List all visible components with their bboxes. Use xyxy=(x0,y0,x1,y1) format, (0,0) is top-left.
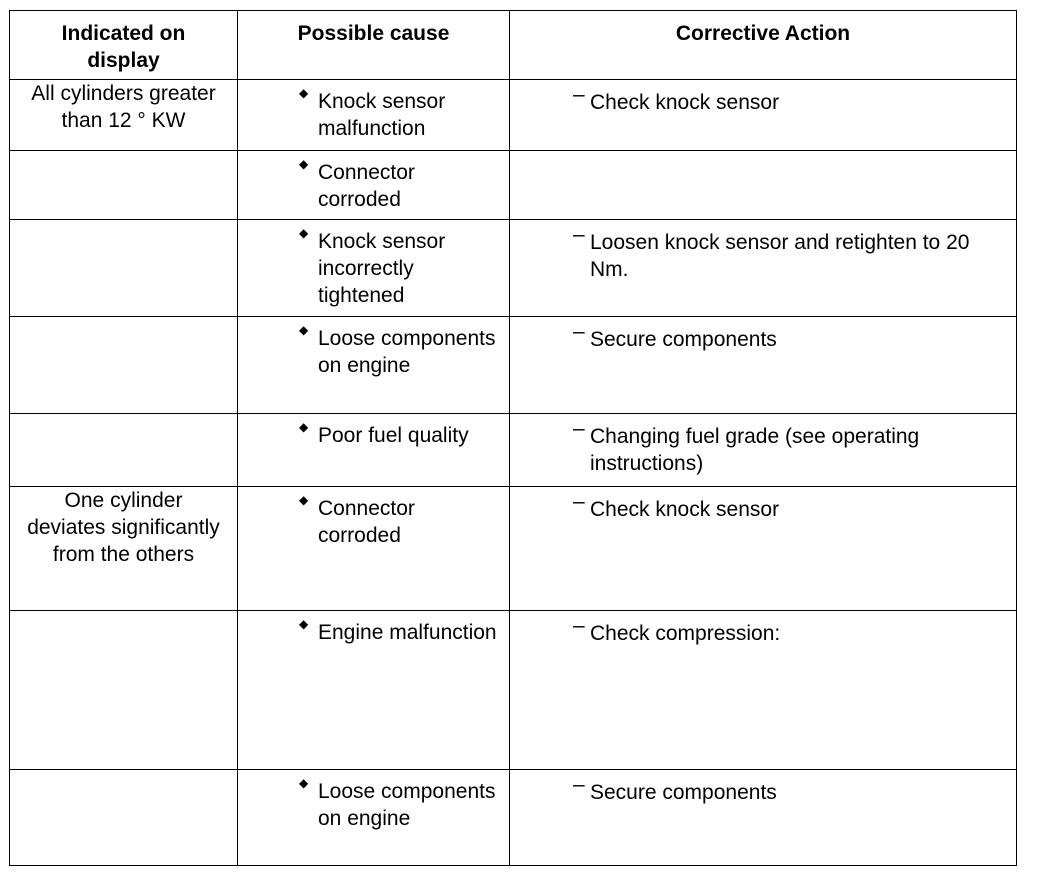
table-row xyxy=(10,414,1017,487)
dash-bullet-icon: – xyxy=(573,83,585,106)
diamond-bullet-icon: ◆ xyxy=(299,617,309,631)
table-row xyxy=(10,80,1017,151)
display-cell: All cylinders greater than 12 ° KW xyxy=(10,80,238,151)
display-cell xyxy=(10,770,238,866)
table-row xyxy=(10,487,1017,611)
cause-text: Loose components on engine xyxy=(318,327,496,377)
cause-cell xyxy=(238,317,510,414)
dash-bullet-icon: – xyxy=(573,223,585,246)
display-cell xyxy=(10,220,238,317)
table-row xyxy=(10,317,1017,414)
table-row xyxy=(10,220,1017,317)
display-cell: One cylinder deviates significantly from the others xyxy=(10,487,238,611)
diagnosis-table xyxy=(9,10,1017,866)
action-cell xyxy=(510,414,1017,487)
dash-bullet-icon: – xyxy=(573,320,585,343)
table-row xyxy=(10,770,1017,866)
header-indicated-on-display: Indicated on display xyxy=(10,11,238,80)
cause-cell xyxy=(238,151,510,220)
action-cell xyxy=(510,487,1017,611)
action-text: Loosen knock sensor and retighten to 20 Nm. xyxy=(590,231,970,281)
cause-text: Connector corroded xyxy=(318,497,415,547)
dash-bullet-icon: – xyxy=(573,773,585,796)
action-cell xyxy=(510,317,1017,414)
dash-bullet-icon: – xyxy=(573,614,585,637)
diamond-bullet-icon: ◆ xyxy=(299,493,309,507)
table-row xyxy=(10,151,1017,220)
cause-cell xyxy=(238,220,510,317)
cause-cell xyxy=(238,414,510,487)
display-cell xyxy=(10,151,238,220)
cause-cell xyxy=(238,770,510,866)
diamond-bullet-icon: ◆ xyxy=(299,86,309,100)
action-text: Check compression: xyxy=(590,622,781,645)
cause-text: Knock sensor incorrectly tightened xyxy=(318,230,446,307)
cause-text: Engine malfunction xyxy=(318,621,497,644)
diamond-bullet-icon: ◆ xyxy=(299,420,309,434)
cause-text: Poor fuel quality xyxy=(318,424,469,447)
action-cell xyxy=(510,151,1017,220)
action-cell xyxy=(510,611,1017,770)
action-text: Changing fuel grade (see operating instructions) xyxy=(590,425,920,475)
cause-text: Connector corroded xyxy=(318,161,415,211)
header-possible-cause: Possible cause xyxy=(238,11,510,80)
action-text: Check knock sensor xyxy=(590,498,780,521)
action-text: Check knock sensor xyxy=(590,91,780,114)
display-cell xyxy=(10,611,238,770)
cause-cell xyxy=(238,611,510,770)
cause-text: Knock sensor malfunction xyxy=(318,90,446,140)
header-row xyxy=(10,11,1017,80)
action-cell xyxy=(510,220,1017,317)
table-row xyxy=(10,611,1017,770)
cause-cell xyxy=(238,80,510,151)
diamond-bullet-icon: ◆ xyxy=(299,323,309,337)
action-cell xyxy=(510,80,1017,151)
action-text: Secure components xyxy=(590,781,777,804)
dash-bullet-icon: – xyxy=(573,417,585,440)
dash-bullet-icon: – xyxy=(573,490,585,513)
action-text: Secure components xyxy=(590,328,777,351)
diamond-bullet-icon: ◆ xyxy=(299,226,309,240)
display-cell xyxy=(10,317,238,414)
diamond-bullet-icon: ◆ xyxy=(299,776,309,790)
header-corrective-action: Corrective Action xyxy=(510,11,1017,80)
display-cell xyxy=(10,414,238,487)
action-cell xyxy=(510,770,1017,866)
diamond-bullet-icon: ◆ xyxy=(299,157,309,171)
cause-text: Loose components on engine xyxy=(318,780,496,830)
cause-cell xyxy=(238,487,510,611)
